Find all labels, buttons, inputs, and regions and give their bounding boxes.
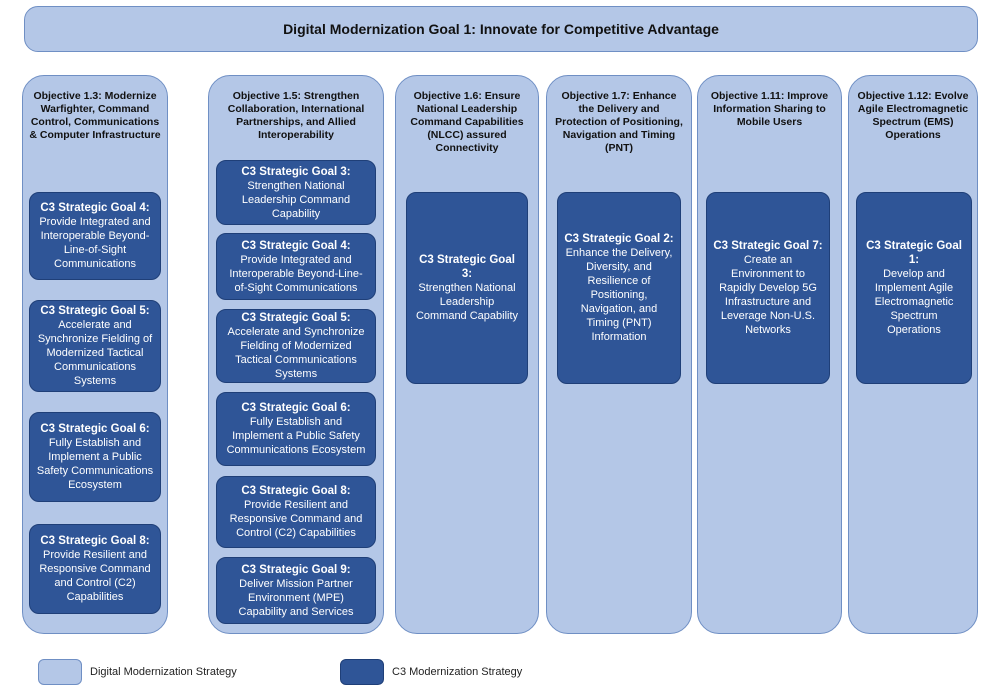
- strategic-goal-box: [216, 233, 376, 300]
- strategic-goal-box: [706, 192, 830, 384]
- legend-swatch-digital-modernization: [38, 659, 82, 685]
- goal-description: Develop and Implement Agile Electromagnetic Spectrum Operations: [874, 268, 954, 336]
- goal-description: Fully Establish and Implement a Public Safety Communications Ecosystem: [226, 416, 366, 456]
- strategic-goal-box: [29, 524, 161, 614]
- goal-title: C3 Strategic Goal 4:: [241, 239, 351, 252]
- goal-title: C3 Strategic Goal 2:: [564, 233, 674, 245]
- legend-label-digital-modernization: Digital Modernization Strategy: [90, 666, 237, 678]
- objective-title: Objective 1.12: Evolve Agile Electromagnetic Spectrum (EMS) Operations: [857, 90, 969, 141]
- diagram-title-banner: [24, 6, 978, 52]
- objective-column-1-7: [546, 75, 692, 634]
- goal-description: Deliver Mission Partner Environment (MPE) Capability and Services: [238, 577, 354, 618]
- legend-label-c3-modernization: C3 Modernization Strategy: [392, 666, 523, 678]
- goal-description: Strengthen National Leadership Command Capability: [241, 179, 351, 220]
- legend-swatch-c3-modernization: [340, 659, 384, 685]
- goal-description: Provide Resilient and Responsive Command and Control (C2) Capabilities: [229, 499, 363, 539]
- strategic-goal-box: [29, 192, 161, 280]
- strategic-goal-box: [29, 300, 161, 392]
- goal-description: Enhance the Delivery, Diversity, and Resilience of Positioning, Navigation, and Timing (PNT) Information: [565, 247, 673, 343]
- goal-description: Strengthen National Leadership Command Capability: [415, 282, 519, 322]
- strategic-goal-box: [29, 412, 161, 502]
- goal-title: C3 Strategic Goal 8:: [40, 535, 150, 547]
- objective-title: Objective 1.11: Improve Information Sharing to Mobile Users: [710, 90, 829, 128]
- objective-title: Objective 1.7: Enhance the Delivery and Protection of Positioning, Navigation and Timing (PNT): [555, 90, 683, 154]
- objective-column-1-11: [697, 75, 842, 634]
- objective-title: Objective 1.5: Strengthen Collaboration, International Partnerships, and Allied Interoperability: [227, 90, 365, 141]
- goal-title: C3 Strategic Goal 9:: [241, 563, 351, 576]
- strategic-goal-box: [216, 309, 376, 383]
- goal-title: C3 Strategic Goal 3:: [419, 254, 515, 280]
- goal-description: Provide Integrated and Interoperable Beyond-Line-of-Sight Communications: [229, 253, 363, 294]
- goal-description: Provide Resilient and Responsive Command and Control (C2) Capabilities: [39, 549, 151, 603]
- objective-column-1-12: [848, 75, 978, 634]
- goal-title: C3 Strategic Goal 8:: [241, 485, 351, 497]
- goal-title: C3 Strategic Goal 1:: [866, 240, 962, 266]
- objective-column-1-6: [395, 75, 539, 634]
- goal-description: Provide Integrated and Interoperable Beyond-Line-of-Sight Communications: [39, 216, 151, 270]
- strategic-goal-box: [216, 557, 376, 624]
- objective-column-1-5: [208, 75, 384, 634]
- goal-description: Accelerate and Synchronize Fielding of Modernized Tactical Communications Systems: [227, 326, 365, 380]
- strategic-goal-box: [856, 192, 972, 384]
- goal-title: C3 Strategic Goal 6:: [40, 423, 150, 435]
- strategic-goal-box: [216, 476, 376, 548]
- goal-title: C3 Strategic Goal 5:: [40, 305, 150, 317]
- goal-title: C3 Strategic Goal 3:: [241, 165, 351, 178]
- goal-title: C3 Strategic Goal 6:: [241, 402, 351, 414]
- objective-title: Objective 1.6: Ensure National Leadership Command Capabilities (NLCC) assured Connectivity: [410, 90, 524, 154]
- strategic-goal-box: [557, 192, 681, 384]
- strategic-goal-box: [216, 160, 376, 225]
- strategic-goal-box: [406, 192, 528, 384]
- goal-description: Fully Establish and Implement a Public Safety Communications Ecosystem: [36, 437, 154, 491]
- goal-title: C3 Strategic Goal 7:: [713, 240, 823, 252]
- strategic-goal-box: [216, 392, 376, 466]
- objective-title: Objective 1.3: Modernize Warfighter, Command Control, Communications & Computer Infrastructure: [29, 90, 161, 141]
- goal-description: Accelerate and Synchronize Fielding of Modernized Tactical Communications Systems: [37, 319, 153, 387]
- goal-description: Create an Environment to Rapidly Develop 5G Infrastructure and Leverage Non-U.S. Networks: [719, 254, 817, 336]
- goal-title: C3 Strategic Goal 5:: [241, 312, 351, 324]
- diagram-title: Digital Modernization Goal 1: Innovate for Competitive Advantage: [283, 21, 719, 37]
- goal-title: C3 Strategic Goal 4:: [40, 202, 150, 214]
- objective-column-1-3: [22, 75, 168, 634]
